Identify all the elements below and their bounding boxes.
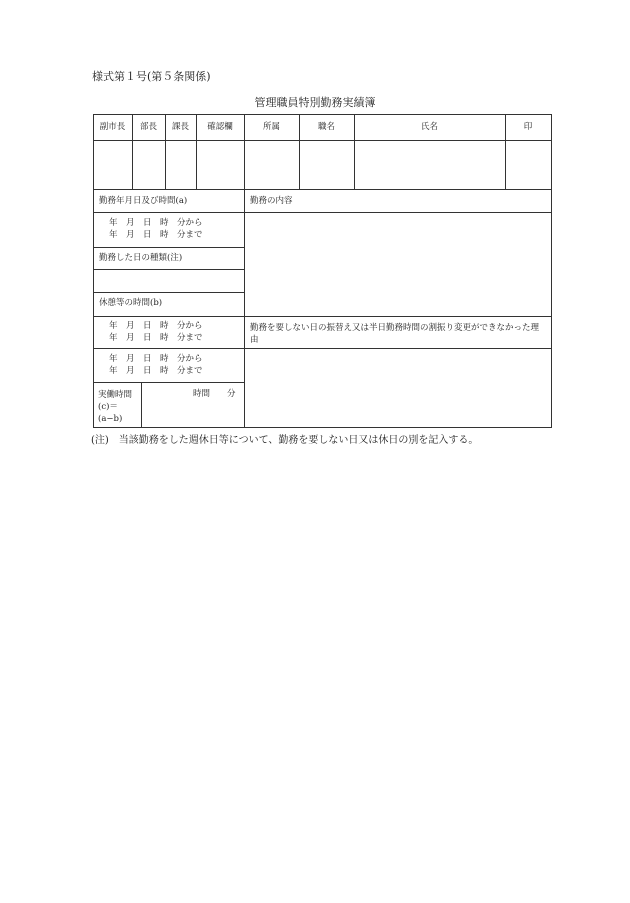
header-seal: 印 — [523, 122, 533, 132]
document-title: 管理職員特別勤務実績簿 — [254, 96, 376, 109]
rest-to-line-2: 年 月 日 時 分まで — [109, 366, 203, 376]
actual-hours-minutes: 時間 分 — [193, 389, 236, 399]
work-from-line: 年 月 日 時 分から — [109, 218, 203, 228]
header-section-head: 課長 — [171, 122, 189, 132]
header-dept-head: 部長 — [139, 122, 157, 132]
label-work-content: 勤務の内容 — [250, 196, 293, 206]
label-reason: 勤務を要しない日の振替え又は半日勤務時間の割振り変更ができなかった理由 — [250, 323, 540, 345]
label-day-type: 勤務した日の種類(注) — [99, 253, 183, 263]
header-name: 氏名 — [420, 122, 438, 132]
label-work-date-time: 勤務年月日及び時間(a) — [99, 196, 188, 206]
label-rest-time: 休憩等の時間(b) — [99, 298, 163, 308]
form-reference: 様式第１号(第５条関係) — [92, 70, 211, 83]
rest-to-line-1: 年 月 日 時 分まで — [109, 333, 203, 343]
work-to-line: 年 月 日 時 分まで — [109, 230, 203, 240]
rest-from-line-1: 年 月 日 時 分から — [109, 321, 203, 331]
header-confirmation: 確認欄 — [207, 122, 233, 132]
header-affiliation: 所属 — [262, 122, 280, 132]
footnote: (注) 当該勤務をした週休日等について、勤務を要しない日又は休日の別を記入する。 — [91, 435, 479, 446]
header-deputy-mayor: 副市長 — [99, 122, 126, 132]
label-actual-hours: 実働時間(c)＝(a−b) — [98, 390, 133, 424]
rest-from-line-2: 年 月 日 時 分から — [109, 354, 203, 364]
header-position: 職名 — [317, 122, 335, 132]
